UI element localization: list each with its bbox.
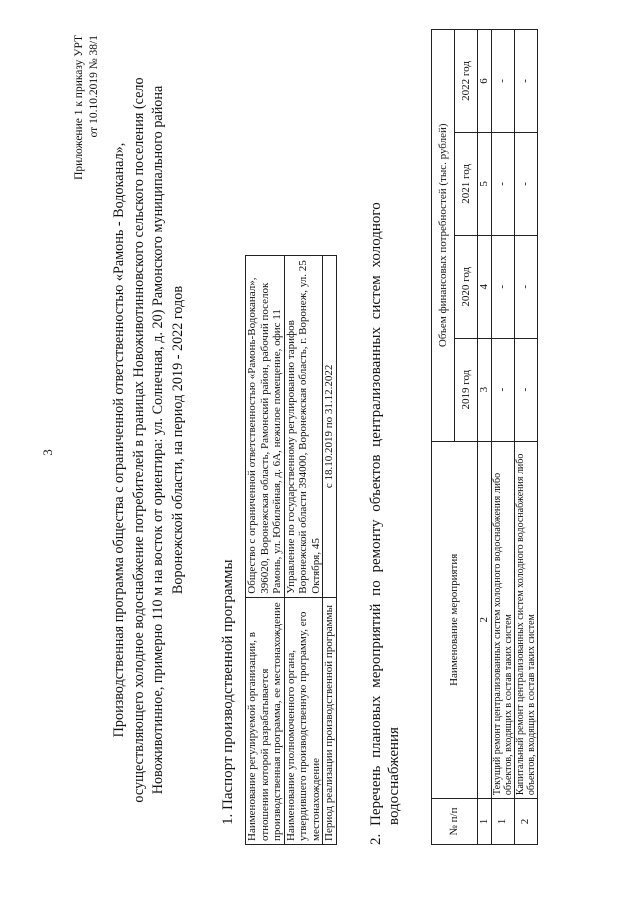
row-value: -: [491, 30, 514, 133]
col-finance-header: Объем финансовых потребностей (тыс. рублей): [432, 30, 455, 442]
title-line-1: Производственная программа общества с ограниченной ответственностью «Рамонь - Водоканал»,: [111, 142, 127, 738]
section-1-heading: 1. Паспорт производственной программы: [220, 559, 236, 825]
year-header: 2021 год: [455, 132, 478, 235]
title-line-4: Воронежской области, на период 2019 - 2022 годов: [169, 285, 186, 595]
document-title: [110, 45, 188, 835]
index-cell: 2: [478, 441, 492, 799]
table-row: [284, 256, 323, 845]
row-value: -: [514, 338, 537, 441]
appendix-line-1: Приложение 1 к приказу УРТ: [73, 35, 85, 180]
passport-value: Управление по государственному регулированию тарифов Воронежской области 394000, Воронежская область, г. Воронеж, ул. 25 Октября, 45: [284, 256, 323, 598]
passport-value: с 18.10.2019 по 31.12.2022: [323, 256, 337, 598]
row-value: -: [491, 235, 514, 338]
index-cell: 4: [478, 235, 492, 338]
section-2-heading-cont: водоснабжения: [386, 727, 402, 825]
table-header-row: [432, 30, 455, 845]
row-value: -: [491, 338, 514, 441]
passport-table: [245, 255, 337, 845]
appendix-note: [72, 35, 102, 180]
page-number: 3: [40, 449, 55, 456]
table-row: [323, 256, 337, 845]
row-name: Текущий ремонт централизованных систем холодного водоснабжения либо объектов, входящих в состав таких систем: [491, 441, 514, 799]
title-line-2: осуществляющего холодное водоснабжение потребителей в границах Новоживотинновского сельского поселения (село: [130, 77, 147, 803]
col-num-header: № п/п: [432, 799, 478, 845]
title-line-3: Новоживотинное, примерно 110 м на восток от ориентира: ул. Солнечная, д. 20) Рамонского муниципального района: [150, 85, 166, 795]
passport-label: Наименование регулируемой организации, в отношении которой разрабатывается производственная программа, ее местонахождение: [246, 597, 285, 844]
table-row: [491, 30, 514, 845]
row-value: -: [514, 30, 537, 133]
year-header: 2019 год: [455, 338, 478, 441]
passport-label: Период реализации производственной программы: [323, 597, 337, 844]
row-num: 1: [491, 799, 514, 845]
col-name-header: Наименование мероприятия: [432, 441, 478, 799]
appendix-line-2: от 10.10.2019 № 38/1: [88, 35, 100, 138]
row-name: Капитальный ремонт централизованных систем холодного водоснабжения либо объектов, входящих в состав таких систем: [514, 441, 537, 799]
table-row: [246, 256, 285, 845]
table-row: [514, 30, 537, 845]
passport-value: Общество с ограниченной ответственностью «Рамонь-Водоканал», 396020, Воронежская область, Рамонский район, рабочий поселок Рамонь, ул. Юбилейная, д. 6А, нежилое помещение, офис 11: [246, 256, 285, 598]
passport-label: Наименование уполномоченного органа, утвердившего производственную программу, его местонахождение: [284, 597, 323, 844]
index-cell: 5: [478, 132, 492, 235]
index-cell: 3: [478, 338, 492, 441]
index-cell: 1: [478, 799, 492, 845]
row-value: -: [514, 235, 537, 338]
year-header: 2020 год: [455, 235, 478, 338]
row-num: 2: [514, 799, 537, 845]
section-2-heading: 2. Перечень плановых мероприятий по ремонту объектов централизованных систем холодного: [368, 202, 384, 845]
row-value: -: [514, 132, 537, 235]
year-header: 2022 год: [455, 30, 478, 133]
table-index-row: [478, 30, 492, 845]
repair-table: [431, 29, 538, 845]
row-value: -: [491, 132, 514, 235]
index-cell: 6: [478, 30, 492, 133]
